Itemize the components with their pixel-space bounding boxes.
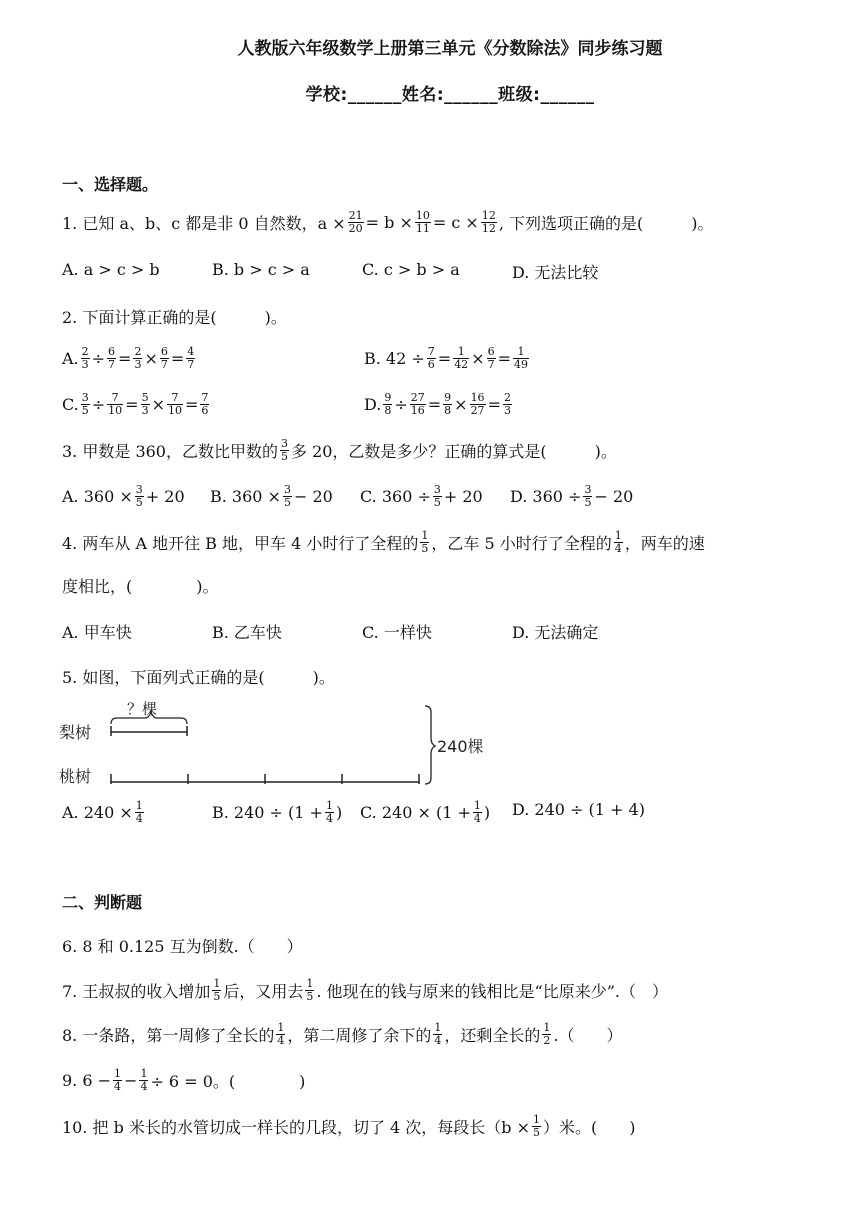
section-heading-choice: 一、选择题。 <box>62 175 159 194</box>
diagram-label-total: 240棵 <box>437 737 484 756</box>
q5-option-b: B. 240 ÷ (1 + $\frac{1}{4}$ ) <box>212 799 343 825</box>
q5-option-c: C. 240 × (1 + $\frac{1}{4}$ ) <box>360 799 491 825</box>
question-5: 5. 如图，下面列式正确的是( )。 <box>62 668 335 687</box>
line-segment-diagram <box>55 694 505 794</box>
q1-text-d: , 下列选项正确的是( )。 <box>498 214 714 233</box>
q4-option-d: D. 无法确定 <box>512 623 599 642</box>
question-10: 10. 把 b 米长的水管切成一样长的几段，切了 4 次，每段长（b × $\frac{1}{5}$ ）米。( ) <box>62 1113 636 1139</box>
q3-option-b: B. 360 × $\frac{3}{5}$ − 20 <box>210 483 333 509</box>
q1-text-a: 1. 已知 a、b、c 都是非 0 自然数，a × <box>62 214 346 233</box>
question-3: 3. 甲数是 360，乙数比甲数的 $\frac{3}{5}$ 多 20，乙数是多少？正确的算式是( )。 <box>62 437 617 463</box>
q1-option-c: C. c > b > a <box>362 260 460 279</box>
student-info-line: 学校:______姓名:______班级:______ <box>305 85 595 105</box>
section-heading-judgement: 二、判断题 <box>62 893 143 912</box>
total-brace <box>425 706 435 784</box>
q1-text-c: = c × <box>432 213 479 232</box>
q1-fraction-1: $\frac{21}{20}$ <box>348 209 363 235</box>
question-2: 2. 下面计算正确的是( )。 <box>62 308 287 327</box>
q4-option-b: B. 乙车快 <box>212 623 282 642</box>
q1-text-b: = b × <box>365 213 413 232</box>
question-9: 9. 6 − $\frac{1}{4}$ − $\frac{1}{4}$ ÷ 6 = 0。( ) <box>62 1067 306 1093</box>
q3-option-d: D. 360 ÷ $\frac{3}{5}$ − 20 <box>510 483 634 509</box>
q2-option-c: C. $\frac{3}{5}$ ÷ $\frac{7}{10}$ = $\frac{5}{3}$ × $\frac{7}{10}$ = $\frac{7}{6}$ <box>62 391 209 417</box>
diagram-label-pear: 梨树 <box>59 723 92 742</box>
q4-option-a: A. 甲车快 <box>62 623 132 642</box>
q5-option-d: D. 240 ÷ (1 + 4) <box>512 800 645 819</box>
q1-option-b: B. b > c > a <box>212 260 310 279</box>
page-title: 人教版六年级数学上册第三单元《分数除法》同步练习题 <box>237 39 663 59</box>
q3-option-a: A. 360 × $\frac{3}{5}$ + 20 <box>62 483 185 509</box>
q2-option-a: A. $\frac{2}{3}$ ÷ $\frac{6}{7}$ = $\frac{2}{3}$ × $\frac{6}{7}$ = $\frac{4}{7}$ <box>62 345 195 371</box>
q2-option-d: D. $\frac{9}{8}$ ÷ $\frac{27}{16}$ = $\frac{9}{8}$ × $\frac{16}{27}$ = $\frac{2}{3}$ <box>364 391 511 417</box>
question-4-line-2: 度相比，( )。 <box>62 577 219 596</box>
question-8: 8. 一条路，第一周修了全长的 $\frac{1}{4}$ ，第二周修了余下的 $\frac{1}{4}$ ，还剩全长的 $\frac{1}{2}$ .（ ） <box>62 1021 623 1047</box>
q1-fraction-2: $\frac{10}{11}$ <box>415 209 430 235</box>
q1-option-a: A. a > c > b <box>62 260 160 279</box>
diagram-label-question: ？棵 <box>127 700 158 718</box>
question-1 <box>62 210 714 235</box>
question-7: 7. 王叔叔的收入增加 $\frac{1}{5}$ 后，又用去 $\frac{1}{5}$ . 他现在的钱与原来的钱相比是“比原来少”.（ ） <box>62 977 668 1003</box>
q5-option-a: A. 240 × $\frac{1}{4}$ <box>62 799 143 825</box>
q3-option-c: C. 360 ÷ $\frac{3}{5}$ + 20 <box>360 483 483 509</box>
q1-option-d: D. 无法比较 <box>512 263 599 282</box>
question-4: 4. 两车从 A 地开往 B 地，甲车 4 小时行了全程的 $\frac{1}{5}$ ，乙车 5 小时行了全程的 $\frac{1}{4}$ ，两车的速 <box>62 529 705 555</box>
diagram-label-peach: 桃树 <box>59 767 92 786</box>
q2-option-b: B. 42 ÷ $\frac{7}{6}$ = $\frac{1}{42}$ × $\frac{6}{7}$ = $\frac{1}{49}$ <box>364 345 528 371</box>
q4-option-c: C. 一样快 <box>362 623 432 642</box>
q1-fraction-3: $\frac{12}{12}$ <box>481 209 496 235</box>
question-6: 6. 8 和 0.125 互为倒数.（ ） <box>62 937 303 956</box>
